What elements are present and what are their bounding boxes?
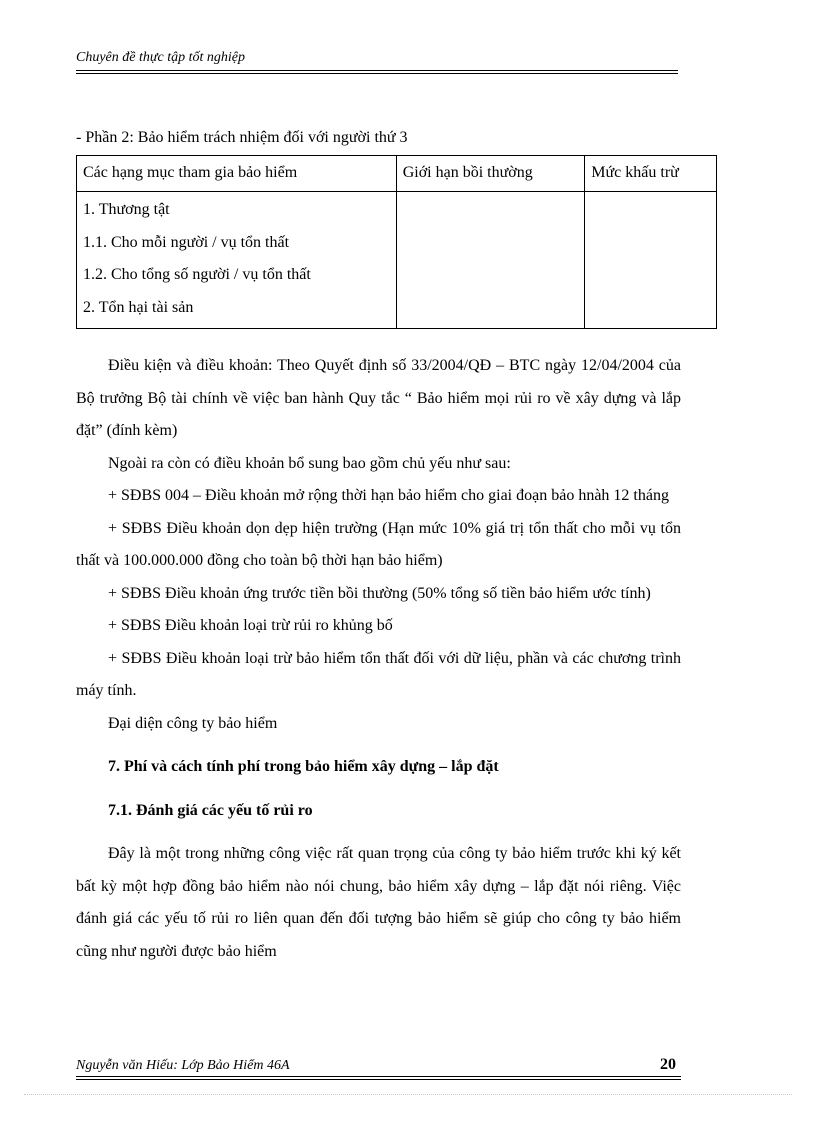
column-header-deductible: Mức khấu trừ [585, 156, 717, 192]
paragraph: + SĐBS 004 – Điều khoản mở rộng thời hạn bảo hiểm cho giai đoạn bảo hnàh 12 tháng [108, 487, 669, 504]
header-rule-double [76, 73, 678, 74]
column-header-items: Các hạng mục tham gia bảo hiểm [77, 156, 397, 192]
paragraph: Đại diện công ty bảo hiểm [108, 714, 278, 732]
table-item: 1.2. Cho tổng số người / vụ tổn thất [83, 266, 311, 283]
page-header: Chuyên đề thực tập tốt nghiệp [76, 50, 245, 65]
footer-rule-double [76, 1079, 681, 1080]
items-cell [77, 192, 397, 329]
section-title: - Phần 2: Bảo hiểm trách nhiệm đối với người thứ 3 [76, 129, 408, 146]
column-header-limit: Giới hạn bồi thường [396, 156, 585, 192]
page-number: 20 [660, 1056, 676, 1073]
limit-cell [396, 192, 585, 329]
heading-section-7: 7. Phí và cách tính phí trong bảo hiểm xây dựng – lắp đặt [108, 758, 499, 775]
body-text [76, 350, 681, 968]
heading-section-7-1: 7.1. Đánh giá các yếu tố rủi ro [108, 801, 313, 819]
footer-author: Nguyễn văn Hiếu: Lớp Bảo Hiểm 46A [76, 1058, 290, 1073]
table-item: 2. Tổn hại tài sản [83, 298, 194, 316]
paragraph: Điều kiện và điều khoản: Theo Quyết định số 33/2004/QĐ – BTC ngày 12/04/2004 của Bộ trưởng Bộ tài chính về việc ban hành Quy tắc “ Bảo hiểm mọi rủi ro về xây dựng và lắp đặt” (đính kèm) [76, 357, 681, 439]
table-row [77, 192, 717, 329]
table-item: 1.1. Cho mỗi người / vụ tổn thất [83, 233, 290, 251]
header-rule [76, 70, 678, 71]
deductible-cell [585, 192, 717, 329]
page-break-line [24, 1094, 792, 1095]
paragraph: + SĐBS Điều khoản ứng trước tiền bồi thường (50% tổng số tiền bảo hiểm ước tính) [108, 584, 651, 602]
coverage-table [76, 155, 717, 329]
paragraph: + SĐBS Điều khoản loại trừ rủi ro khủng bố [108, 617, 393, 634]
paragraph: Đây là một trong những công việc rất quan trọng của công ty bảo hiểm trước khi ký kết bất kỳ một hợp đồng bảo hiểm nào nói chung, bảo hiểm xây dựng – lắp đặt nói riêng. Việc đánh giá các yếu tố rủi ro liên quan đến đối tượng bảo hiểm sẽ giúp cho công ty bảo hiểm cũng như người được bảo hiểm [76, 845, 681, 960]
footer-rule [76, 1076, 681, 1077]
table-header-row [77, 156, 717, 192]
paragraph: Ngoài ra còn có điều khoản bổ sung bao gồm chủ yếu như sau: [108, 454, 511, 472]
table-item: 1. Thương tật [83, 201, 170, 218]
paragraph: + SĐBS Điều khoản loại trừ bảo hiểm tổn thất đối với dữ liệu, phần và các chương trình máy tính. [76, 649, 681, 699]
paragraph: + SĐBS Điều khoản dọn dẹp hiện trường (Hạn mức 10% giá trị tổn thất cho mỗi vụ tổn thất và 100.000.000 đồng cho toàn bộ thời hạn bảo hiểm) [76, 519, 681, 569]
